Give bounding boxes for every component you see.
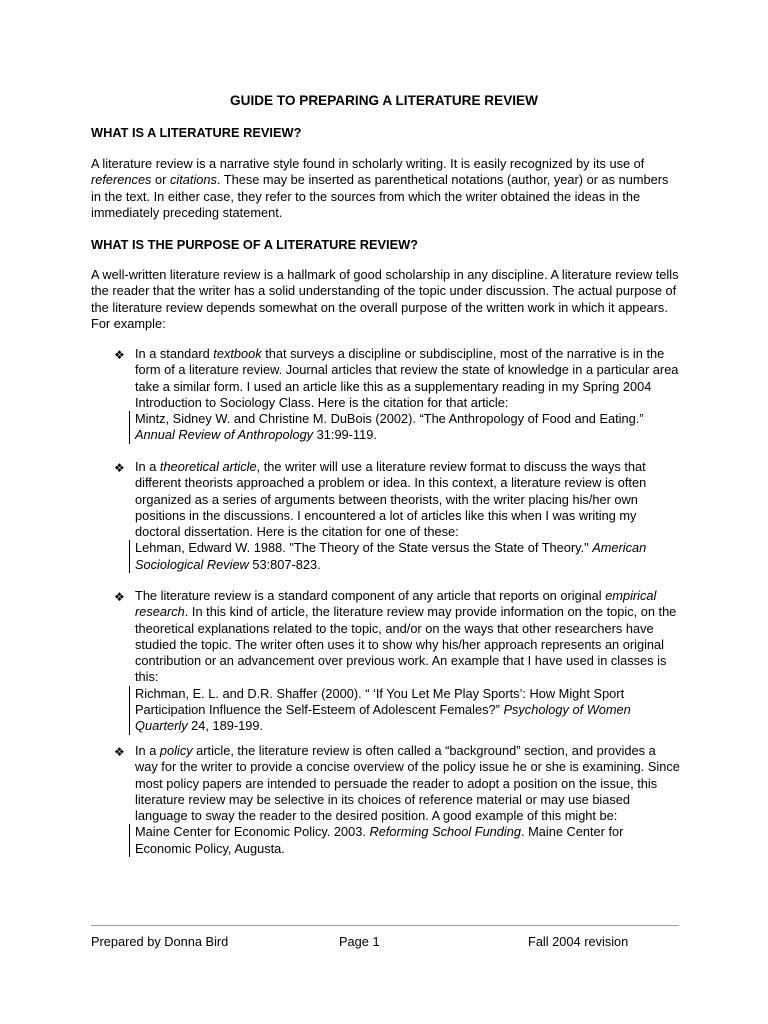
section-heading-what-is: WHAT IS A LITERATURE REVIEW? [91, 125, 302, 140]
list-item: The literature review is a standard component of any article that reports on original empirical research. In this kind of article, the literature review may provide information on the topic, on the theoretical explanations related to the topic, and/or on the ways that other researchers have studied the topic. The writer often uses it to show why his/her approach represents an original contribution or an advancement over previous work. An example that I have used in classes is this: Richman, E. L. and D.R. Shaffer (2000). “ ‘If You Let Me Play Sports’: How Might Sport Participation Influence the Self-Esteem of Adolescent Females?” Psychology of Women Quarterly 24, 189-199. [135, 588, 680, 735]
bullet-icon: ❖ [114, 348, 125, 362]
citation: Mintz, Sidney W. and Christine M. DuBois (2002). “The Anthropology of Food and Eating.” Annual Review of Anthropology 31:99-119. [129, 411, 680, 444]
citation: Lehman, Edward W. 1988. "The Theory of the State versus the State of Theory." American Sociological Review 53:807-823. [129, 540, 680, 573]
bullet-icon: ❖ [114, 590, 125, 604]
footer-page-number: Page 1 [339, 934, 380, 949]
list-item: In a theoretical article, the writer will use a literature review format to discuss the ways that different theorists approached a problem or idea. In this context, a literature review is often organized as a series of arguments between theorists, with the writer placing his/her own positions in the discussions. I encountered a lot of articles like this when I was writing my doctoral dissertation. Here is the citation for one of these: Lehman, Edward W. 1988. "The Theory of the State versus the State of Theory." American Sociological Review 53:807-823. [135, 459, 680, 573]
citation: Richman, E. L. and D.R. Shaffer (2000). “ ‘If You Let Me Play Sports’: How Might Sport Participation Influence the Self-Esteem of Adolescent Females?” Psychology of Women Quarterly 24, 189-199. [129, 686, 680, 735]
bullet-icon: ❖ [114, 745, 125, 759]
footer-author: Prepared by Donna Bird [91, 934, 229, 949]
document-title: GUIDE TO PREPARING A LITERATURE REVIEW [230, 93, 538, 108]
list-item: In a standard textbook that surveys a discipline or subdiscipline, most of the narrative is in the form of a literature review. Journal articles that review the state of knowledge in a particular area take a similar form. I used an article like this as a supplementary reading in my Spring 2004 Introduction to Sociology Class. Here is the citation for that article: Mintz, Sidney W. and Christine M. DuBois (2002). “The Anthropology of Food and Eating.” Annual Review of Anthropology 31:99-119. [135, 346, 680, 444]
list-item: In a policy article, the literature review is often called a “background” section, and provides a way for the writer to provide a concise overview of the policy issue he or she is examining. Since most policy papers are intended to persuade the reader to adopt a position on the issue, this literature review may be selective in its choices of reference material or may use biased language to sway the reader to the desired position. A good example of this might be: Maine Center for Economic Policy. 2003. Reforming School Funding. Maine Center for Economic Policy, Augusta. [135, 743, 680, 857]
bullet-icon: ❖ [114, 461, 125, 475]
footer-revision: Fall 2004 revision [528, 934, 629, 949]
footer-divider [91, 925, 679, 926]
section-paragraph-what-is: A literature review is a narrative style found in scholarly writing. It is easily recognized by its use of references or citations. These may be inserted as parenthetical notations (author, year) or as numbers in the text. In either case, they refer to the sources from which the writer obtained the ideas in the immediately preceding statement. [91, 156, 669, 220]
section-heading-purpose: WHAT IS THE PURPOSE OF A LITERATURE REVIEW? [91, 237, 419, 252]
citation: Maine Center for Economic Policy. 2003. Reforming School Funding. Maine Center for Economic Policy, Augusta. [129, 824, 680, 857]
section-paragraph-purpose: A well-written literature review is a hallmark of good scholarship in any discipline. A literature review tells the reader that the writer has a solid understanding of the topic under discussion. The actual purpose of the literature review depends somewhat on the overall purpose of the written work in which it appears. For example: [91, 267, 679, 331]
